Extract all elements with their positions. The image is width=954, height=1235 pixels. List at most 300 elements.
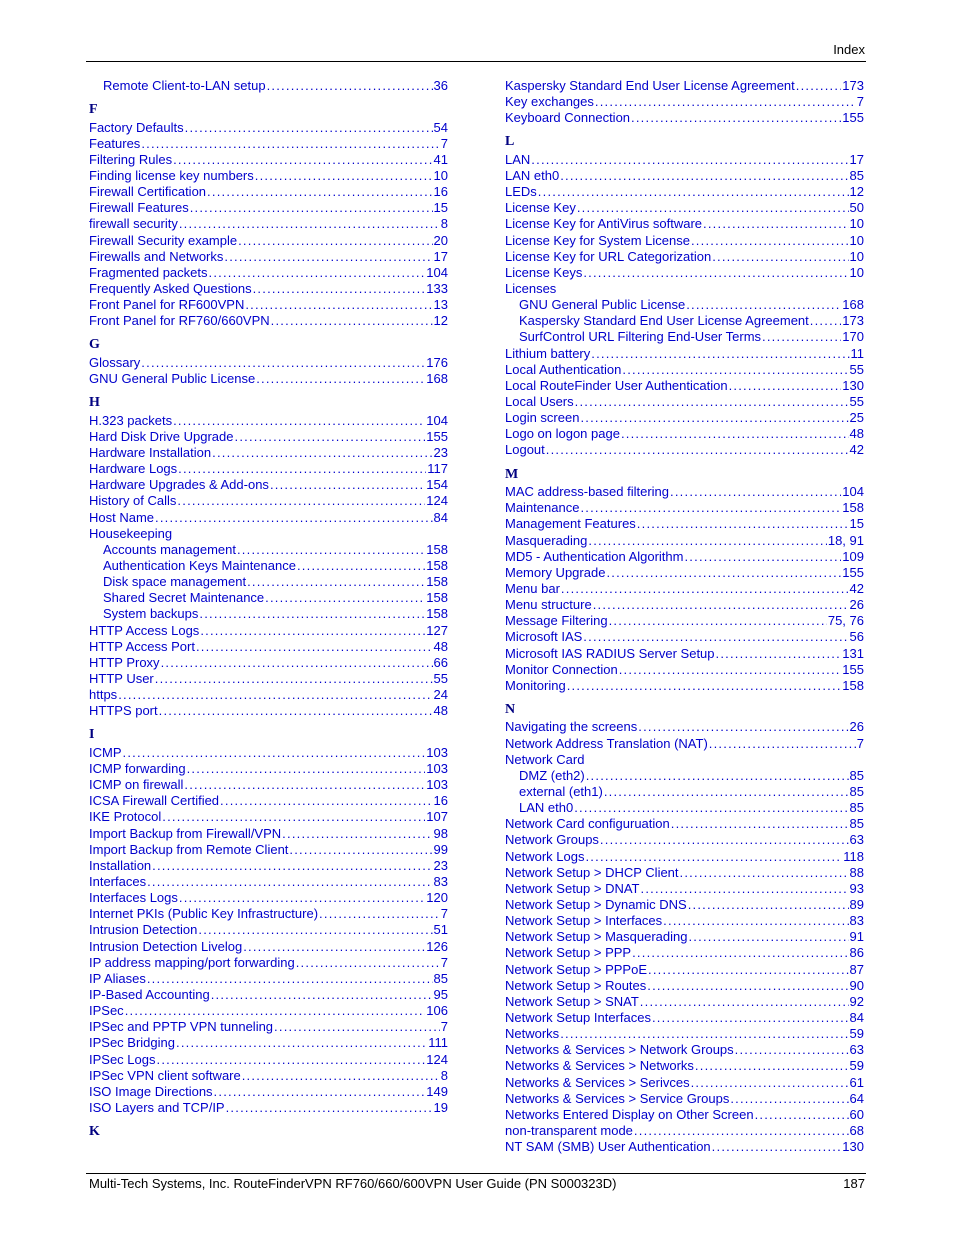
index-subentry[interactable] [505, 800, 864, 816]
index-entry[interactable] [89, 639, 448, 655]
index-entry-term: Networks & Services > Networks [505, 1058, 694, 1074]
index-entry[interactable] [89, 922, 448, 938]
index-entry[interactable] [89, 1052, 448, 1068]
index-entry-term: Hard Disk Drive Upgrade [89, 428, 234, 444]
index-entry[interactable] [505, 378, 864, 394]
index-entry-term: GNU General Public License [89, 371, 256, 387]
dot-leader [265, 590, 425, 606]
dot-leader [161, 655, 433, 671]
index-entry-term: Network Setup Interfaces [505, 1009, 651, 1025]
index-entry-page: 158 [426, 606, 448, 622]
index-entry[interactable] [505, 662, 864, 678]
index-entry[interactable] [89, 297, 448, 313]
index-entry[interactable] [505, 929, 864, 945]
index-entry[interactable] [505, 216, 864, 232]
index-entry[interactable] [505, 200, 864, 216]
dot-leader [178, 461, 426, 477]
index-entry-term: Networks & Services > Service Groups [505, 1090, 730, 1106]
index-entry-page: 63 [849, 1042, 864, 1058]
index-entry-page: 95 [433, 987, 448, 1003]
dot-leader [297, 558, 425, 574]
index-entry-term: Filtering Rules [89, 151, 173, 167]
index-entry[interactable] [505, 832, 864, 848]
index-entry[interactable] [505, 865, 864, 881]
index-entry[interactable] [505, 752, 864, 768]
index-entry-term: Management Features [505, 516, 636, 532]
dot-leader [162, 809, 425, 825]
dot-leader [695, 1058, 849, 1074]
index-entry-page: 84 [849, 1009, 864, 1025]
index-entry-term: IPSec and PPTP VPN tunneling [89, 1019, 274, 1035]
index-entry[interactable] [89, 510, 448, 526]
dot-leader [546, 442, 849, 458]
dot-leader [560, 1026, 848, 1042]
index-entry[interactable] [505, 484, 864, 500]
dot-leader [638, 719, 848, 735]
footer-page-number: 187 [843, 1176, 865, 1191]
index-entry-page: 12 [849, 184, 864, 200]
index-entry-term: ICMP on firewall [89, 777, 184, 793]
index-entry[interactable] [505, 110, 864, 126]
index-entry[interactable] [505, 168, 864, 184]
index-entry[interactable] [505, 549, 864, 565]
index-entry-term: Hardware Logs [89, 461, 178, 477]
dot-leader [224, 249, 432, 265]
index-entry-page: 42 [849, 442, 864, 458]
index-section-letter: I [89, 727, 95, 743]
index-entry[interactable] [505, 184, 864, 200]
index-entry-term: ISO Layers and TCP/IP [89, 1100, 225, 1116]
index-entry-page: 99 [433, 841, 448, 857]
index-entry-page: 59 [849, 1026, 864, 1042]
dot-leader [580, 500, 841, 516]
index-entry[interactable] [505, 426, 864, 442]
dot-leader [211, 987, 433, 1003]
index-entry[interactable] [89, 477, 448, 493]
index-entry-term: SurfControl URL Filtering End-User Terms [519, 329, 762, 345]
index-entry[interactable] [89, 445, 448, 461]
index-entry[interactable] [505, 346, 864, 362]
dot-leader [691, 1075, 849, 1091]
index-entry-term: LAN [505, 151, 531, 167]
index-entry-page: 87 [849, 961, 864, 977]
index-entry-page: 111 [428, 1035, 448, 1051]
dot-leader [256, 371, 425, 387]
index-entry[interactable] [89, 906, 448, 922]
index-entry-term: external (eth1) [519, 783, 603, 799]
index-entry[interactable] [505, 1026, 864, 1042]
index-entry-term: IP address mapping/port forwarding [89, 954, 295, 970]
index-entry-page: 23 [433, 857, 448, 873]
index-entry-page: 61 [849, 1074, 864, 1090]
index-entry[interactable] [89, 703, 448, 719]
index-entry[interactable] [89, 890, 448, 906]
index-entry-page: 93 [849, 880, 864, 896]
index-entry-term: Networks Entered Display on Other Screen [505, 1106, 754, 1122]
index-entry-page: 155 [842, 564, 864, 580]
index-entry-term: Network Address Translation (NAT) [505, 735, 708, 751]
index-entry[interactable] [89, 655, 448, 671]
index-entry[interactable] [89, 429, 448, 445]
index-entry-term: Monitoring [505, 677, 566, 693]
index-entry[interactable] [89, 233, 448, 249]
index-entry-term: Licenses [505, 281, 557, 297]
index-entry[interactable] [505, 978, 864, 994]
index-entry-term: IPSec Bridging [89, 1035, 175, 1051]
index-entry[interactable] [89, 1068, 448, 1084]
index-entry[interactable] [505, 533, 864, 549]
index-entry-page: 54 [433, 119, 448, 135]
index-entry[interactable] [505, 516, 864, 532]
index-entry[interactable] [505, 962, 864, 978]
dot-leader [267, 78, 433, 94]
dot-leader [709, 736, 856, 752]
index-entry[interactable] [505, 500, 864, 516]
index-subentry[interactable] [505, 768, 864, 784]
index-entry[interactable] [505, 1042, 864, 1058]
dot-leader [190, 200, 433, 216]
index-entry-term: Network Logs [505, 848, 585, 864]
index-entry-page: 20 [433, 232, 448, 248]
dot-leader [591, 346, 849, 362]
index-entry-term: Finding license key numbers [89, 168, 254, 184]
dot-leader [609, 613, 827, 629]
index-entry[interactable] [505, 613, 864, 629]
index-entry[interactable] [89, 371, 448, 387]
index-entry-term: Network Setup > Dynamic DNS [505, 896, 687, 912]
index-entry-term: GNU General Public License [519, 297, 686, 313]
dot-leader [238, 233, 432, 249]
index-subentry[interactable] [505, 329, 864, 345]
index-entry[interactable] [505, 629, 864, 645]
dot-leader [207, 184, 432, 200]
index-entry[interactable] [505, 281, 864, 297]
index-entry-page: 26 [849, 597, 864, 613]
index-entry-term: Kaspersky Standard End User License Agreement [519, 313, 809, 329]
index-entry[interactable] [505, 646, 864, 662]
dot-leader [686, 297, 841, 313]
index-entry[interactable] [89, 777, 448, 793]
index-section-letter: F [89, 102, 98, 118]
index-subentry[interactable] [89, 558, 448, 574]
index-entry[interactable] [505, 410, 864, 426]
index-entry[interactable] [89, 152, 448, 168]
index-entry[interactable] [505, 1010, 864, 1026]
index-entry-page: 7 [440, 1019, 448, 1035]
dot-leader [141, 355, 425, 371]
index-entry[interactable] [505, 1075, 864, 1091]
index-entry[interactable] [89, 526, 448, 542]
index-entry-page: 10 [433, 168, 448, 184]
index-entry[interactable] [505, 565, 864, 581]
index-subentry[interactable] [505, 313, 864, 329]
index-entry-page: 104 [426, 412, 448, 428]
index-entry-term: https [89, 687, 118, 703]
index-entry-term: HTTP User [89, 671, 154, 686]
dot-leader [652, 1010, 849, 1026]
index-entry[interactable] [505, 265, 864, 281]
index-entry[interactable] [505, 249, 864, 265]
index-entry-term: Internet PKIs (Public Key Infrastructure) [89, 906, 319, 922]
index-entry-term: non-transparent mode [505, 1122, 633, 1138]
index-subentry[interactable] [89, 542, 448, 558]
index-entry-term: Masquerading [505, 532, 588, 548]
dot-leader [179, 890, 425, 906]
index-entry[interactable] [505, 394, 864, 410]
index-entry[interactable] [505, 1139, 864, 1155]
index-entry[interactable] [505, 442, 864, 458]
index-entry-term: Local RouteFinder User Authentication [505, 377, 728, 393]
index-entry-page: 23 [433, 445, 448, 461]
index-entry-page: 103 [426, 761, 448, 777]
index-entry[interactable] [89, 1019, 448, 1035]
index-entry[interactable] [505, 945, 864, 961]
index-section-letter: N [505, 701, 516, 717]
index-entry-term: Import Backup from Remote Client [89, 841, 289, 857]
index-entry[interactable] [89, 136, 448, 152]
index-entry[interactable] [89, 216, 448, 232]
index-entry[interactable] [505, 1107, 864, 1123]
index-entry[interactable] [505, 581, 864, 597]
index-entry-page: 92 [849, 993, 864, 1009]
index-entry-page: 50 [849, 200, 864, 216]
index-entry[interactable] [89, 1035, 448, 1051]
index-entry-term: HTTPS port [89, 703, 158, 719]
index-entry[interactable] [89, 858, 448, 874]
index-entry[interactable] [89, 355, 448, 371]
index-entry[interactable] [505, 94, 864, 110]
dot-leader [118, 687, 432, 703]
index-entry[interactable] [89, 313, 448, 329]
index-entry[interactable] [505, 849, 864, 865]
index-entry-term: Remote Client-to-LAN setup [103, 78, 266, 93]
dot-leader [574, 800, 848, 816]
index-entry[interactable] [89, 413, 448, 429]
index-subentry[interactable] [89, 606, 448, 622]
index-entry-page: 89 [849, 896, 864, 912]
index-entry[interactable] [505, 678, 864, 694]
index-entry-term: Firewalls and Networks [89, 248, 224, 264]
index-entry-page: 83 [433, 874, 448, 890]
index-entry[interactable] [89, 761, 448, 777]
index-subentry[interactable] [505, 784, 864, 800]
index-entry[interactable] [89, 874, 448, 890]
index-entry-term: Shared Secret Maintenance [103, 590, 265, 606]
dot-leader [141, 136, 439, 152]
index-entry-page: 10 [849, 264, 864, 280]
dot-leader [282, 826, 432, 842]
index-entry[interactable] [89, 987, 448, 1003]
index-entry[interactable] [505, 897, 864, 913]
index-entry[interactable] [505, 994, 864, 1010]
index-entry-page: 51 [433, 922, 448, 938]
index-entry[interactable] [89, 809, 448, 825]
index-entry-page: 155 [842, 661, 864, 677]
index-entry-page: 109 [842, 548, 864, 564]
index-entry[interactable] [505, 881, 864, 897]
index-entry-term: IP-Based Accounting [89, 987, 210, 1003]
dot-leader [212, 445, 432, 461]
dot-leader [531, 152, 848, 168]
dot-leader [663, 913, 848, 929]
index-entry-page: 59 [849, 1058, 864, 1074]
index-entry-page: 7 [440, 906, 448, 922]
dot-leader [796, 78, 842, 94]
index-entry-page: 19 [433, 1100, 448, 1116]
index-entry-term: Network Setup > Masquerading [505, 929, 688, 945]
dot-leader [810, 313, 842, 329]
index-entry-term: License Key for AntiVirus software [505, 216, 703, 232]
dot-leader [198, 922, 432, 938]
index-entry[interactable] [89, 842, 448, 858]
dot-leader [147, 874, 432, 890]
index-section-letter: M [505, 466, 519, 482]
dot-leader [691, 233, 849, 249]
index-subentry[interactable] [89, 574, 448, 590]
index-section-letter: G [89, 337, 100, 353]
index-entry[interactable] [89, 120, 448, 136]
index-entry[interactable] [505, 736, 864, 752]
dot-leader [155, 510, 433, 526]
index-entry-term: Interfaces Logs [89, 890, 178, 906]
index-entry-page: 56 [849, 629, 864, 645]
index-entry[interactable] [89, 826, 448, 842]
index-entry-term: Features [89, 135, 141, 151]
index-entry[interactable] [89, 168, 448, 184]
dot-leader [577, 200, 849, 216]
index-entry-page: 158 [426, 541, 448, 557]
index-entry-term: Kaspersky Standard End User License Agreement [505, 78, 795, 93]
index-entry[interactable] [89, 971, 448, 987]
index-subentry[interactable] [505, 297, 864, 313]
dot-leader [270, 477, 425, 493]
index-entry[interactable] [89, 671, 448, 687]
dot-leader [600, 832, 849, 848]
dot-leader [583, 265, 848, 281]
index-entry[interactable] [89, 249, 448, 265]
dot-leader [274, 1019, 440, 1035]
index-entry-page: 149 [426, 1083, 448, 1099]
index-entry[interactable] [89, 200, 448, 216]
index-entry-page: 7 [440, 954, 448, 970]
dot-leader [632, 945, 848, 961]
index-entry[interactable] [505, 1123, 864, 1139]
index-entry[interactable] [505, 152, 864, 168]
dot-leader [157, 1052, 426, 1068]
index-entry-page: 83 [849, 913, 864, 929]
index-entry-term: Network Card configuruation [505, 816, 670, 832]
index-entry[interactable] [89, 281, 448, 297]
index-entry-page: 75, 76 [827, 613, 864, 629]
index-entry[interactable] [505, 362, 864, 378]
index-entry[interactable] [89, 1100, 448, 1116]
dot-leader [253, 281, 426, 297]
dot-leader [560, 168, 848, 184]
index-entry-page: 17 [433, 248, 448, 264]
dot-leader [586, 768, 849, 784]
index-entry-term: Front Panel for RF600VPN [89, 297, 245, 313]
index-entry-page: 158 [426, 558, 448, 574]
index-entry-page: 60 [849, 1106, 864, 1122]
index-entry[interactable] [89, 265, 448, 281]
index-entry-term: IPSec Logs [89, 1051, 156, 1067]
dot-leader [684, 549, 841, 565]
index-entry-page: 10 [849, 216, 864, 232]
index-entry[interactable] [89, 745, 448, 761]
index-entry-page: 64 [849, 1090, 864, 1106]
index-entry-term: Login screen [505, 410, 580, 426]
index-entry[interactable] [89, 461, 448, 477]
index-entry-page: 55 [433, 671, 448, 686]
index-entry[interactable] [89, 955, 448, 971]
index-entry-page: 55 [849, 361, 864, 377]
dot-leader [147, 971, 433, 987]
index-entry-page: 10 [849, 232, 864, 248]
index-entry-term: License Keys [505, 264, 583, 280]
index-entry-page: 117 [427, 461, 448, 477]
dot-leader [588, 533, 826, 549]
index-entry[interactable] [505, 913, 864, 929]
index-entry[interactable] [505, 816, 864, 832]
index-entry-page: 104 [426, 264, 448, 280]
index-entry-page: 103 [426, 777, 448, 793]
index-entry[interactable] [89, 687, 448, 703]
index-entry-page: 124 [426, 1051, 448, 1067]
index-entry-term: firewall security [89, 216, 178, 232]
index-entry[interactable] [89, 1084, 448, 1100]
dot-leader [271, 313, 433, 329]
index-entry-term: LAN eth0 [505, 168, 560, 184]
index-entry[interactable] [89, 493, 448, 509]
index-entry-term: ISO Image Directions [89, 1083, 213, 1099]
index-entry-page: 68 [849, 1122, 864, 1138]
index-subentry[interactable] [89, 590, 448, 606]
index-entry[interactable] [505, 233, 864, 249]
index-entry[interactable] [505, 78, 864, 94]
index-subentry[interactable] [89, 78, 448, 94]
index-entry-term: Logo on logon page [505, 426, 620, 442]
index-entry-term: NT SAM (SMB) User Authentication [505, 1139, 711, 1155]
index-entry[interactable] [89, 939, 448, 955]
index-entry[interactable] [505, 597, 864, 613]
index-entry-page: 103 [426, 744, 448, 760]
index-entry[interactable] [89, 793, 448, 809]
dot-leader [209, 265, 426, 281]
index-entry[interactable] [505, 719, 864, 735]
index-entry-page: 168 [842, 297, 864, 313]
index-entry[interactable] [89, 184, 448, 200]
dot-leader [621, 426, 849, 442]
index-entry[interactable] [89, 1003, 448, 1019]
index-entry-term: Microsoft IAS RADIUS Server Setup [505, 645, 715, 661]
dot-leader [123, 745, 426, 761]
dot-leader [247, 574, 425, 590]
index-entry-term: Network Setup > PPPoE [505, 961, 647, 977]
dot-leader [255, 168, 433, 184]
index-entry-term: IPSec VPN client software [89, 1067, 241, 1083]
index-entry-term: Accounts management [103, 541, 236, 557]
index-entry[interactable] [505, 1058, 864, 1074]
index-entry-page: 25 [849, 410, 864, 426]
index-entry[interactable] [89, 623, 448, 639]
index-entry[interactable] [505, 1091, 864, 1107]
index-entry-page: 85 [433, 970, 448, 986]
index-entry-page: 63 [849, 832, 864, 848]
dot-leader [567, 678, 842, 694]
dot-leader [762, 329, 841, 345]
dot-leader [670, 484, 841, 500]
index-entry-page: 107 [426, 809, 448, 825]
